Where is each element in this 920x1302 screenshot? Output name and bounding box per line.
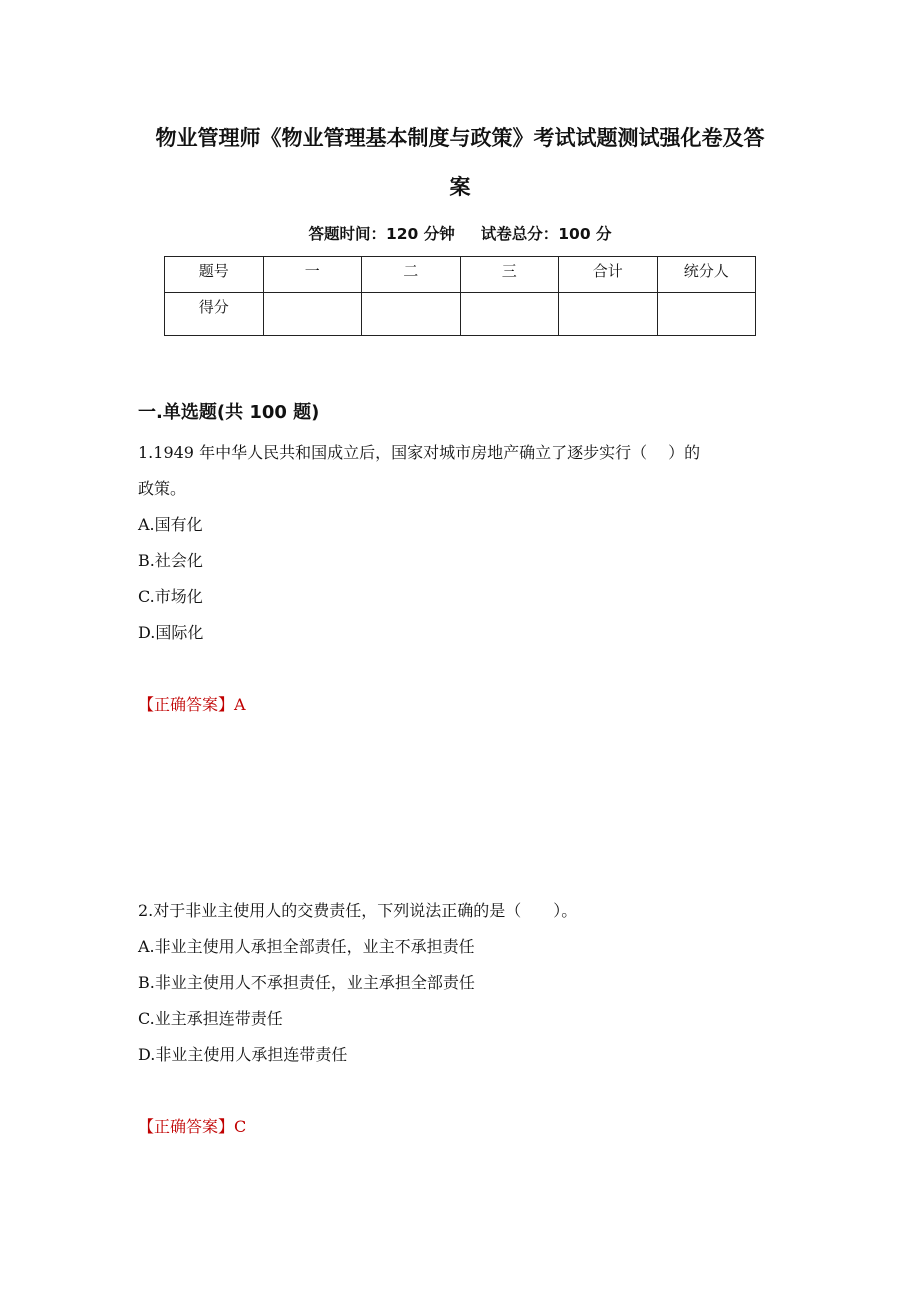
score-header-cell: 三	[460, 257, 559, 293]
question-1-option-d: D.国际化	[138, 623, 204, 642]
exam-title-line-1: 物业管理师《物业管理基本制度与政策》考试试题测试强化卷及答	[155, 126, 765, 150]
question-2-option-a: A.非业主使用人承担全部责任，业主不承担责任	[138, 937, 475, 956]
question-2-stem-line-1: 2.对于非业主使用人的交费责任，下列说法正确的是（ ）。	[138, 901, 578, 920]
score-cell	[657, 293, 756, 336]
score-cell	[362, 293, 461, 336]
score-cell	[460, 293, 559, 336]
question-1-answer: 【正确答案】A	[138, 695, 246, 714]
score-header-cell: 统分人	[657, 257, 756, 293]
score-header-cell: 一	[263, 257, 362, 293]
score-row-label: 得分	[165, 293, 264, 336]
score-table-header-row	[165, 257, 756, 293]
score-table-score-row	[165, 293, 756, 336]
question-2-option-d: D.非业主使用人承担连带责任	[138, 1045, 348, 1064]
exam-title-line-2: 案	[449, 175, 471, 199]
score-table	[164, 256, 756, 336]
exam-meta	[0, 222, 920, 244]
score-header-cell: 题号	[165, 257, 264, 293]
total-score-label: 试卷总分：100 分	[480, 225, 612, 243]
question-1-stem-line-1: 1.1949 年中华人民共和国成立后，国家对城市房地产确立了逐步实行（ ）的	[138, 443, 701, 462]
score-header-cell: 合计	[559, 257, 658, 293]
question-2-option-b: B.非业主使用人不承担责任，业主承担全部责任	[138, 973, 475, 992]
question-2-answer: 【正确答案】C	[138, 1117, 247, 1136]
score-cell	[263, 293, 362, 336]
score-header-cell: 二	[362, 257, 461, 293]
question-1-option-a: A.国有化	[138, 515, 203, 534]
question-1-option-c: C.市场化	[138, 587, 203, 606]
question-1-stem-line-2: 政策。	[138, 479, 187, 498]
question-2-option-c: C.业主承担连带责任	[138, 1009, 283, 1028]
question-1-option-b: B.社会化	[138, 551, 203, 570]
time-label: 答题时间：120 分钟	[308, 225, 455, 243]
section-title: 一.单选题(共 100 题)	[138, 402, 320, 423]
score-cell	[559, 293, 658, 336]
